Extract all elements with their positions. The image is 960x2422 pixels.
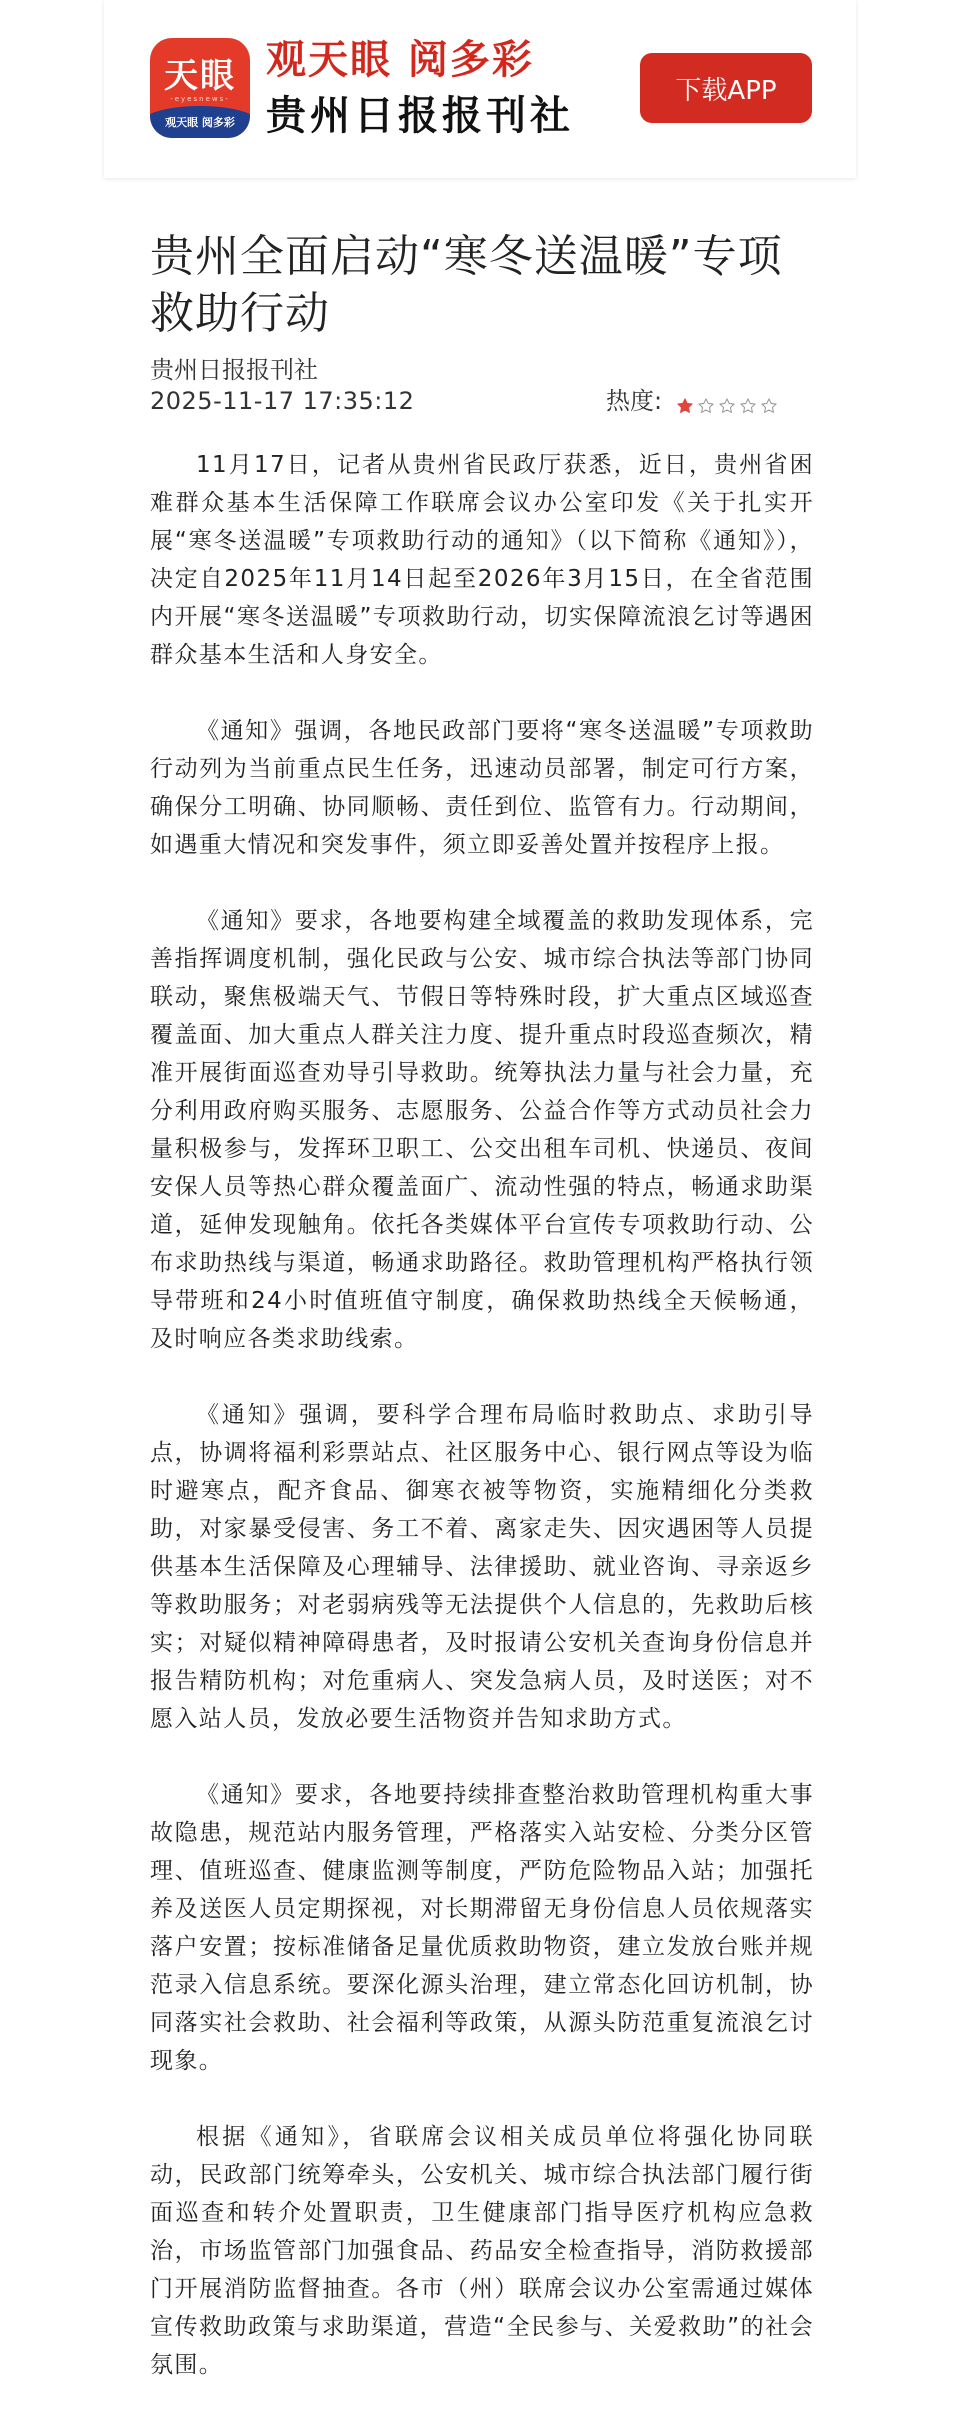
article-paragraph: 根据《通知》，省联席会议相关成员单位将强化协同联动，民政部门统筹牵头，公安机关、城市综合执法部门履行街面巡查和转介处置职责，卫生健康部门指导医疗机构应急救治，市场监管部门加强食品、药品安全检查指导，消防救援部门开展消防监督抽查。各市（州）联席会议办公室需通过媒体宣传救助政策与求助渠道，营造“全民参与、关爱救助”的社会氛围。 — [150, 2124, 814, 2378]
article-source: 贵州日报报刊社 — [150, 356, 318, 384]
star-empty-icon — [697, 392, 715, 410]
heat-label: 热度: — [606, 387, 663, 415]
download-app-button[interactable]: 下载APP — [640, 53, 812, 123]
article-datetime: 2025-11-17 17:35:12 — [150, 387, 415, 415]
star-empty-icon — [718, 392, 736, 410]
article-body — [150, 446, 814, 2384]
article-paragraph: 《通知》要求，各地要持续排查整治救助管理机构重大事故隐患，规范站内服务管理，严格落实入站安检、分类分区管理、值班巡查、健康监测等制度，严防危险物品入站；加强托养及送医人员定期探视，对长期滞留无身份信息人员依规落实落户安置；按标准储备足量优质救助物资，建立发放台账并规范录入信息系统。要深化源头治理，建立常态化回访机制，协同落实社会救助、社会福利等政策，从源头防范重复流浪乞讨现象。 — [150, 1782, 814, 2074]
heat-stars — [676, 392, 778, 410]
article — [150, 228, 814, 2422]
logo-sub-text: -eyesnews- — [170, 95, 230, 103]
brand-name: 贵州日报报刊社 — [266, 93, 574, 139]
article-paragraph: 《通知》强调，要科学合理布局临时救助点、求助引导点，协调将福利彩票站点、社区服务中心、银行网点等设为临时避寒点，配齐食品、御寒衣被等物资，实施精细化分类救助，对家暴受侵害、务工不着、离家走失、因灾遇困等人员提供基本生活保障及心理辅导、法律援助、就业咨询、寻亲返乡等救助服务；对老弱病残等无法提供个人信息的，先救助后核实；对疑似精神障碍患者，及时报请公安机关查询身份信息并报告精防机构；对危重病人、突发急病人员，及时送医；对不愿入站人员，发放必要生活物资并告知求助方式。 — [150, 1402, 814, 1732]
article-paragraph: 《通知》要求，各地要构建全域覆盖的救助发现体系，完善指挥调度机制，强化民政与公安、城市综合执法等部门协同联动，聚焦极端天气、节假日等特殊时段，扩大重点区域巡查覆盖面、加大重点人群关注力度、提升重点时段巡查频次，精准开展街面巡查劝导引导救助。统筹执法力量与社会力量，充分利用政府购买服务、志愿服务、公益合作等方式动员社会力量积极参与，发挥环卫职工、公交出租车司机、快递员、夜间安保人员等热心群众覆盖面广、流动性强的特点，畅通求助渠道，延伸发现触角。依托各类媒体平台宣传专项救助行动、公布求助热线与渠道，畅通求助路径。救助管理机构严格执行领导带班和24小时值班值守制度，确保救助热线全天候畅通，及时响应各类求助线索。 — [150, 908, 814, 1352]
brand-slogan: 观天眼 阅多彩 — [266, 37, 534, 83]
article-paragraph: 11月17日，记者从贵州省民政厅获悉，近日，贵州省困难群众基本生活保障工作联席会议办公室印发《关于扎实开展“寒冬送温暖”专项救助行动的通知》（以下简称《通知》），决定自2025年11月14日起至2026年3月15日，在全省范围内开展“寒冬送温暖”专项救助行动，切实保障流浪乞讨等遇困群众基本生活和人身安全。 — [150, 452, 814, 668]
star-empty-icon — [739, 392, 757, 410]
app-banner — [104, 0, 856, 178]
article-title: 贵州全面启动“寒冬送温暖”专项救助行动 — [150, 231, 783, 339]
article-meta — [150, 356, 814, 418]
tianyan-logo-icon[interactable] — [150, 38, 250, 138]
heat-rating — [606, 386, 778, 416]
star-empty-icon — [760, 392, 778, 410]
star-filled-icon — [676, 392, 694, 410]
logo-main-text: 天眼 — [164, 56, 236, 96]
article-paragraph: 《通知》强调，各地民政部门要将“寒冬送温暖”专项救助行动列为当前重点民生任务，迅速动员部署，制定可行方案，确保分工明确、协同顺畅、责任到位、监管有力。行动期间，如遇重大情况和突发事件，须立即妥善处置并按程序上报。 — [150, 718, 814, 858]
logo-band-text: 观天眼 阅多彩 — [165, 116, 235, 129]
